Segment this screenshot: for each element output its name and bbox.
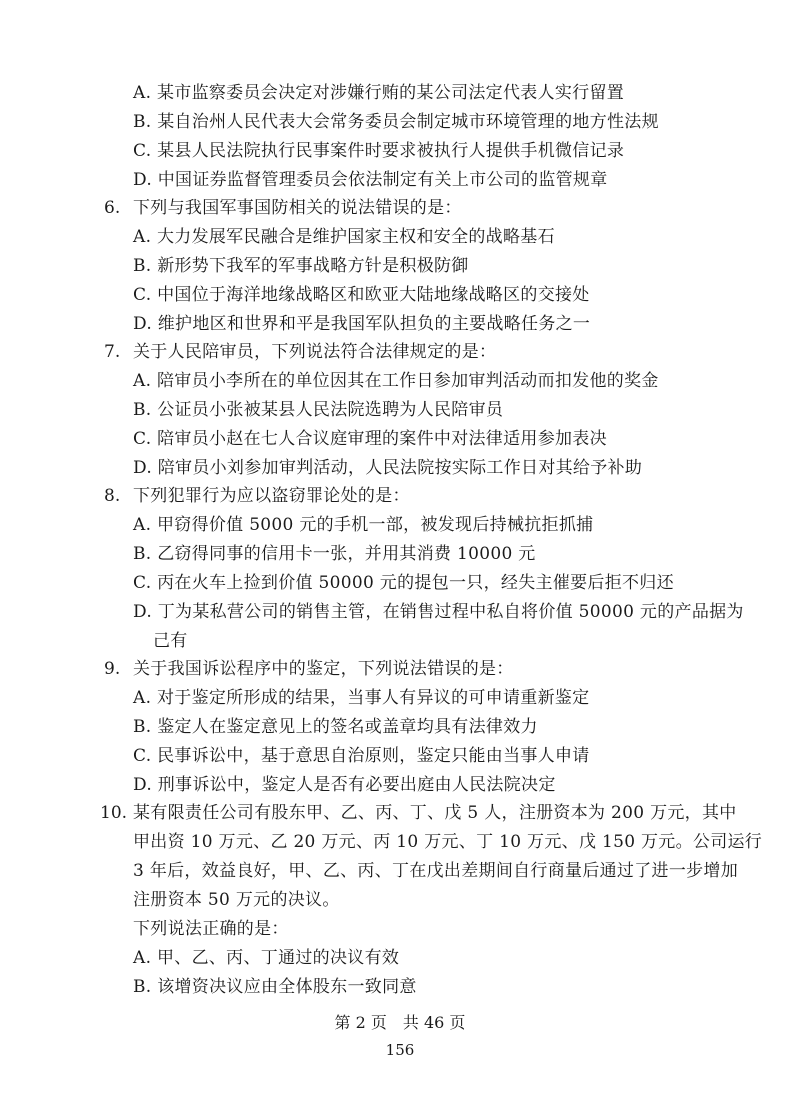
q7-option-d: D. 陪审员小刘参加审判活动，人民法院按实际工作日对其给予补助: [133, 458, 643, 478]
q9-number: 9.: [104, 659, 121, 679]
q8-option-c: C. 丙在火车上捡到价值 50000 元的提包一只，经失主催要后拒不归还: [133, 573, 674, 593]
q10-stem-line-5: 下列说法正确的是：: [133, 919, 289, 939]
q7-option-c: C. 陪审员小赵在七人合议庭审理的案件中对法律适用参加表决: [133, 429, 607, 449]
q6-stem: 下列与我国军事国防相关的说法错误的是：: [133, 198, 462, 218]
page-number: 156: [385, 1041, 415, 1059]
q9-option-d: D. 刑事诉讼中，鉴定人是否有必要出庭由人民法院决定: [133, 775, 556, 795]
q8-stem: 下列犯罪行为应以盗窃罪论处的是：: [133, 486, 410, 506]
q8-number: 8.: [104, 486, 121, 506]
q8-option-b: B. 乙窃得同事的信用卡一张，并用其消费 10000 元: [133, 544, 536, 564]
q7-option-b: B. 公证员小张被某县人民法院选聘为人民陪审员: [133, 400, 504, 420]
q10-number: 10.: [100, 803, 128, 823]
q9-option-c: C. 民事诉讼中，基于意思自治原则，鉴定只能由当事人申请: [133, 746, 590, 766]
q6-number: 6.: [104, 198, 121, 218]
q8-option-a: A. 甲窃得价值 5000 元的手机一部，被发现后持械抗拒抓捕: [133, 515, 594, 535]
q6-option-c: C. 中国位于海洋地缘战略区和欧亚大陆地缘战略区的交接处: [133, 285, 590, 305]
q7-option-a: A. 陪审员小李所在的单位因其在工作日参加审判活动而扣发他的奖金: [133, 371, 659, 391]
q5-option-c: C. 某县人民法院执行民事案件时要求被执行人提供手机微信记录: [133, 141, 625, 161]
q10-stem-line-1: 某有限责任公司有股东甲、乙、丙、丁、戊 5 人，注册资本为 200 万元，其中: [133, 803, 737, 823]
q10-stem-line-2: 甲出资 10 万元、乙 20 万元、丙 10 万元、丁 10 万元、戊 150 万元。公司运行: [133, 832, 763, 852]
q9-option-b: B. 鉴定人在鉴定意见上的签名或盖章均具有法律效力: [133, 717, 538, 737]
q8-option-d-continuation: 己有: [153, 631, 188, 651]
q10-option-b: B. 该增资决议应由全体股东一致同意: [133, 977, 417, 997]
q5-option-d: D. 中国证券监督管理委员会依法制定有关上市公司的监管规章: [133, 170, 608, 190]
q8-option-d: D. 丁为某私营公司的销售主管，在销售过程中私自将价值 50000 元的产品据为: [133, 602, 744, 622]
q5-option-a: A. 某市监察委员会决定对涉嫌行贿的某公司法定代表人实行留置: [133, 83, 625, 103]
q9-stem: 关于我国诉讼程序中的鉴定，下列说法错误的是：: [133, 659, 514, 679]
q6-option-a: A. 大力发展军民融合是维护国家主权和安全的战略基石: [133, 227, 555, 247]
q10-stem-line-4: 注册资本 50 万元的决议。: [133, 890, 340, 910]
q5-option-b: B. 某自治州人民代表大会常务委员会制定城市环境管理的地方性法规: [133, 112, 659, 132]
q10-option-a: A. 甲、乙、丙、丁通过的决议有效: [133, 948, 400, 968]
q7-number: 7.: [104, 342, 121, 362]
q6-option-d: D. 维护地区和世界和平是我国军队担负的主要战略任务之一: [133, 314, 591, 334]
q9-option-a: A. 对于鉴定所形成的结果，当事人有异议的可申请重新鉴定: [133, 688, 590, 708]
q7-stem: 关于人民陪审员，下列说法符合法律规定的是：: [133, 342, 497, 362]
q6-option-b: B. 新形势下我军的军事战略方针是积极防御: [133, 256, 469, 276]
q10-stem-line-3: 3 年后，效益良好，甲、乙、丙、丁在戊出差期间自行商量后通过了进一步增加: [133, 861, 739, 881]
page-info: 第 2 页 共 46 页: [334, 1013, 466, 1032]
